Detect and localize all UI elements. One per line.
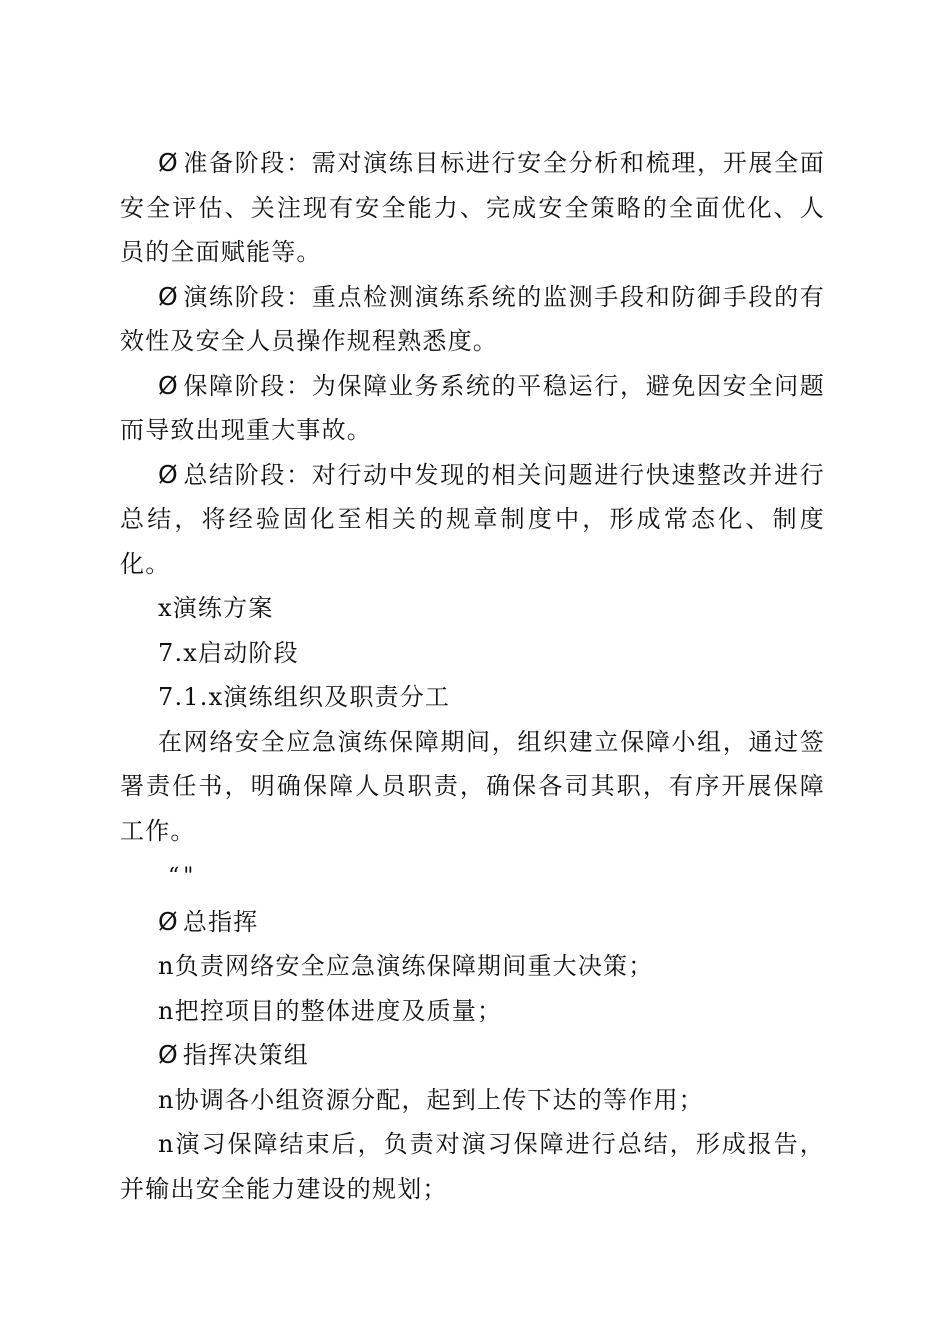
heading-text: 7.x启动阶段 (158, 638, 299, 667)
paragraph-text: 演练阶段：重点检测演练系统的监测手段和防御手段的有效性及安全人员操作规程熟悉度。 (120, 282, 825, 355)
paragraph-drill-phase (120, 275, 825, 364)
paragraph-support-team (120, 720, 825, 854)
arrow-bullet-icon: Ø (158, 906, 179, 936)
arrow-bullet-icon: Ø (158, 148, 179, 177)
heading-text: x演练方案 (158, 594, 274, 622)
heading-commander (120, 900, 825, 945)
heading-drill-plan (120, 586, 825, 631)
paragraph-text: 在网络安全应急演练保障期间，组织建立保障小组，通过签署责任书，明确保障人员职责，确保各司其职，有序开展保障工作。 (120, 727, 825, 845)
paragraph-text: 准备阶段：需对演练目标进行安全分析和梳理，开展全面安全评估、关注现有安全能力、完成安全策略的全面优化、人员的全面赋能等。 (120, 149, 825, 266)
heading-startup-phase (120, 631, 825, 676)
list-item-text: n把控项目的整体进度及质量； (158, 996, 503, 1025)
heading-organization-duties (120, 675, 825, 720)
heading-text: 指挥决策组 (182, 1041, 309, 1069)
list-item-text: n演习保障结束后，负责对演习保障进行总结，形成报告，并输出安全能力建设的规划； (120, 1130, 825, 1203)
arrow-bullet-icon: Ø (158, 370, 179, 400)
list-item-exercise-summary (120, 1122, 825, 1211)
list-item-major-decisions (120, 944, 825, 989)
quote-marks: “" (168, 864, 198, 889)
document-body (120, 141, 825, 1211)
quote-marks-line (120, 853, 825, 900)
paragraph-support-phase (120, 364, 825, 453)
heading-command-group (120, 1033, 825, 1078)
list-item-text: n协调各小组资源分配，起到上传下达的等作用； (158, 1085, 704, 1114)
list-item-progress-quality (120, 989, 825, 1034)
paragraph-preparation-phase (120, 141, 825, 275)
paragraph-text: 保障阶段：为保障业务系统的平稳运行，避免因安全问题而导致出现重大事故。 (120, 371, 825, 444)
heading-text: 总指挥 (182, 907, 259, 936)
arrow-bullet-icon: Ø (158, 459, 179, 489)
list-item-resource-coordination (120, 1078, 825, 1123)
heading-text: 7.1.x演练组织及职责分工 (158, 683, 451, 711)
list-item-text: n负责网络安全应急演练保障期间重大决策； (158, 952, 654, 980)
paragraph-summary-phase (120, 453, 825, 587)
arrow-bullet-icon: Ø (158, 281, 179, 311)
arrow-bullet-icon: Ø (158, 1040, 179, 1069)
paragraph-text: 总结阶段：对行动中发现的相关问题进行快速整改并进行总结，将经验固化至相关的规章制度中，形成常态化、制度化。 (120, 460, 825, 578)
